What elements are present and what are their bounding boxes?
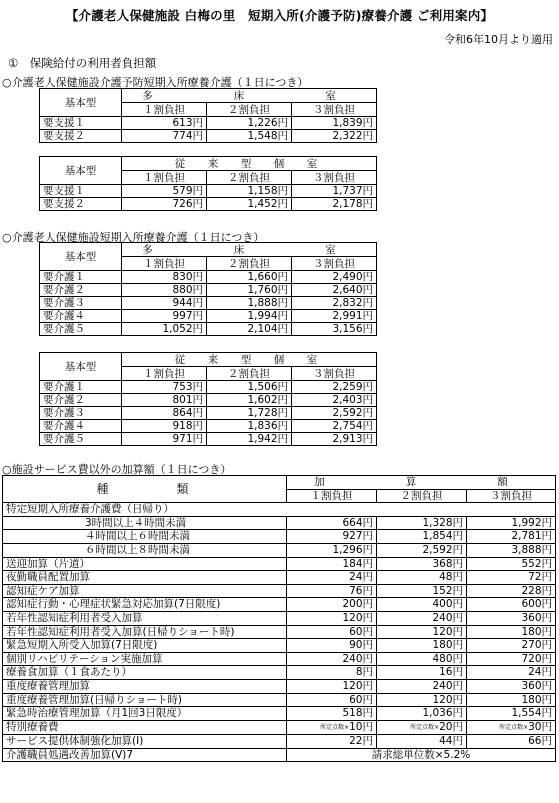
header-1wari: １割負担	[122, 171, 207, 185]
cell-2wari: 1,506円	[207, 381, 292, 394]
cell-3wari: 2,640円	[292, 284, 377, 297]
cell-1wari: 8円	[287, 666, 377, 680]
table-row	[3, 598, 556, 612]
cell-3wari: 2,178円	[292, 198, 377, 211]
row-label: ４時間以上６時間未満	[3, 530, 287, 544]
cell-2wari: 1,226円	[207, 117, 292, 130]
cell-1wari: 997円	[122, 310, 207, 323]
table-row	[3, 652, 556, 666]
section-heading: ① 保険給付の利用者負担額	[8, 56, 157, 70]
cell-3wari: 2,403円	[292, 394, 377, 407]
table-preventive-private	[39, 156, 377, 211]
cell-2wari: 1,036円	[377, 707, 467, 721]
cell-3wari: 2,259円	[292, 381, 377, 394]
table-row	[40, 271, 377, 284]
cell-2wari: 120円	[377, 625, 467, 639]
cell-2wari: 1,660円	[207, 271, 292, 284]
header-3wari: ３割負担	[292, 367, 377, 381]
cell-3wari: 66円	[467, 735, 556, 749]
table-row	[40, 323, 377, 336]
header-1wari: １割負担	[122, 257, 207, 271]
cell-3wari: 600円	[467, 598, 556, 612]
cell-3wari: 2,913円	[292, 433, 377, 446]
row-label: 要支援２	[40, 130, 122, 143]
row-label: 認知症ケア加算	[3, 584, 287, 598]
caption-preventive: ○介護老人保健施設介護予防短期入所療養介護（１日につき）	[2, 76, 309, 89]
cell-3wari: 3,888円	[467, 543, 556, 557]
cell-2wari: 1,548円	[207, 130, 292, 143]
table-row	[3, 735, 556, 749]
cell-1wari: 24円	[287, 571, 377, 585]
table-row	[40, 297, 377, 310]
table-row	[3, 625, 556, 639]
cell-3wari: 360円	[467, 611, 556, 625]
cell-1wari: 518円	[287, 707, 377, 721]
table-row	[40, 310, 377, 323]
row-label: 要支援１	[40, 185, 122, 198]
header-2wari: ２割負担	[207, 103, 292, 117]
row-label: ６時間以上８時間未満	[3, 543, 287, 557]
group-day-trip: 特定短期入所療養介護費（日帰り）	[3, 503, 556, 517]
cell-1wari: 22円	[287, 735, 377, 749]
caption-short-stay: ○介護老人保健施設短期入所療養介護（１日につき）	[2, 231, 265, 244]
header-basic: 基本型	[40, 243, 122, 271]
cell-3wari: 2,754円	[292, 420, 377, 433]
cell-3wari: 180円	[467, 693, 556, 707]
row-label: 要介護２	[40, 394, 122, 407]
table-row	[40, 420, 377, 433]
cell-2wari: 1,942円	[207, 433, 292, 446]
header-1wari: １割負担	[122, 103, 207, 117]
header-1wari: １割負担	[287, 489, 377, 503]
table-row	[3, 679, 556, 693]
cell-1wari: 120円	[287, 611, 377, 625]
table-row	[3, 557, 556, 571]
header-1wari: １割負担	[122, 367, 207, 381]
cell-3wari: 2,322円	[292, 130, 377, 143]
table-row	[3, 707, 556, 721]
row-label: 若年性認知症利用者受入加算(日帰りショート時)	[3, 625, 287, 639]
header-3wari: ３割負担	[292, 257, 377, 271]
cell-2wari: 44円	[377, 735, 467, 749]
cell-1wari: 184円	[287, 557, 377, 571]
row-label: 要介護３	[40, 407, 122, 420]
cell-3wari: 180円	[467, 625, 556, 639]
row-label: 認知症行動・心理症状緊急対応加算(7日限度)	[3, 598, 287, 612]
table-row	[3, 516, 556, 530]
row-label: サービス提供体制強化加算(Ⅰ)	[3, 735, 287, 749]
cell-2wari: 480円	[377, 652, 467, 666]
table-preventive-multi-bed	[39, 88, 377, 143]
header-2wari: ２割負担	[207, 367, 292, 381]
cell-3wari: 2,490円	[292, 271, 377, 284]
cell-2wari: 1,836円	[207, 420, 292, 433]
cell-value: 30円	[528, 720, 552, 733]
row-label: 療養食加算（１食あたり）	[3, 666, 287, 680]
table-row	[40, 381, 377, 394]
row-label: 特別療養費	[3, 720, 287, 735]
cell-2wari: 1,888円	[207, 297, 292, 310]
cell-1wari: 664円	[287, 516, 377, 530]
row-label: 重度療養管理加算	[3, 679, 287, 693]
cell-3wari: 2,781円	[467, 530, 556, 544]
page-title: 【介護老人保健施設 白梅の里 短期入所(介護予防)療養介護 ご利用案内】	[65, 8, 494, 23]
cell-2wari: 1,728円	[207, 407, 292, 420]
cell-2wari: 400円	[377, 598, 467, 612]
header-kind: 種 類	[3, 476, 287, 503]
caption-additional: ○施設サービス費以外の加算額（１日につき）	[2, 463, 232, 476]
cell-2wari: 240円	[377, 611, 467, 625]
table-row	[3, 639, 556, 653]
cell-1wari: 726円	[122, 198, 207, 211]
header-3wari: ３割負担	[292, 103, 377, 117]
row-label: 介護職員処遇改善加算(Ⅴ)7	[3, 748, 287, 762]
table-care-private	[39, 352, 377, 446]
table-row	[3, 530, 556, 544]
cell-3wari: 228円	[467, 584, 556, 598]
table-row	[40, 433, 377, 446]
cell-2wari: 1,328円	[377, 516, 467, 530]
cell-3wari: 2,592円	[292, 407, 377, 420]
header-multi-bed: 多 床 室	[122, 243, 377, 257]
cell-1wari: 200円	[287, 598, 377, 612]
cell-2wari: 1,602円	[207, 394, 292, 407]
cell-2wari: 16円	[377, 666, 467, 680]
cell-1wari: 240円	[287, 652, 377, 666]
cell-1wari: 613円	[122, 117, 207, 130]
cell-2wari: 368円	[377, 557, 467, 571]
table-row	[3, 748, 556, 762]
cell-value: 20円	[439, 720, 463, 733]
cell-3wari: 3,156円	[292, 323, 377, 336]
cell-3wari: 720円	[467, 652, 556, 666]
effective-date: 令和6年10月より適用	[444, 33, 553, 46]
cell-3wari: 1,992円	[467, 516, 556, 530]
table-row	[40, 130, 377, 143]
cell-1wari: 801円	[122, 394, 207, 407]
table-row	[40, 198, 377, 211]
unit-label: 所定点数×	[499, 723, 529, 731]
row-label: 3時間以上４時間未満	[3, 516, 287, 530]
table-row	[40, 185, 377, 198]
header-basic: 基本型	[40, 353, 122, 381]
header-kasan: 加 算 額	[287, 476, 556, 490]
cell-3wari: 552円	[467, 557, 556, 571]
cell-1wari	[287, 720, 377, 735]
row-label: 要支援２	[40, 198, 122, 211]
cell-1wari: 579円	[122, 185, 207, 198]
cell-1wari: 971円	[122, 433, 207, 446]
row-label: 要介護５	[40, 433, 122, 446]
cell-1wari: 864円	[122, 407, 207, 420]
cell-1wari: 60円	[287, 693, 377, 707]
cell-value: 10円	[349, 720, 373, 733]
table-row	[3, 693, 556, 707]
cell-1wari: 880円	[122, 284, 207, 297]
row-label: 重度療養管理加算(日帰りショート時)	[3, 693, 287, 707]
table-row	[40, 407, 377, 420]
cell-3wari: 1,737円	[292, 185, 377, 198]
header-3wari: ３割負担	[292, 171, 377, 185]
cell-3wari: 2,991円	[292, 310, 377, 323]
cell-2wari: 1,854円	[377, 530, 467, 544]
table-row	[40, 394, 377, 407]
cell-2wari	[377, 720, 467, 735]
row-label: 要介護４	[40, 420, 122, 433]
cell-3wari: 2,832円	[292, 297, 377, 310]
row-label: 緊急時治療管理加算（月1回3日限度）	[3, 707, 287, 721]
table-row	[3, 611, 556, 625]
cell-1wari: 944円	[122, 297, 207, 310]
cell-3wari: 360円	[467, 679, 556, 693]
header-private-room: 従 来 型 個 室	[122, 353, 377, 367]
unit-label: 所定点数×	[410, 723, 440, 731]
table-care-multi-bed	[39, 242, 377, 336]
cell-1wari: 774円	[122, 130, 207, 143]
cell-3wari	[467, 720, 556, 735]
cell-1wari: 918円	[122, 420, 207, 433]
cell-2wari: 1,452円	[207, 198, 292, 211]
cell-1wari: 830円	[122, 271, 207, 284]
row-label: 送迎加算（片道）	[3, 557, 287, 571]
cell-1wari: 76円	[287, 584, 377, 598]
cell-2wari: 152円	[377, 584, 467, 598]
header-2wari: ２割負担	[377, 489, 467, 503]
row-label: 個別リハビリテーション実施加算	[3, 652, 287, 666]
row-label: 要介護１	[40, 381, 122, 394]
cell-1wari: 753円	[122, 381, 207, 394]
cell-1wari: 60円	[287, 625, 377, 639]
row-label: 要支援１	[40, 117, 122, 130]
cell-3wari: 1,839円	[292, 117, 377, 130]
table-row	[3, 666, 556, 680]
table-row	[3, 543, 556, 557]
cell-1wari: 927円	[287, 530, 377, 544]
cell-3wari: 270円	[467, 639, 556, 653]
row-label: 要介護１	[40, 271, 122, 284]
cell-2wari: 120円	[377, 693, 467, 707]
row-label: 夜勤職員配置加算	[3, 571, 287, 585]
cell-2wari: 180円	[377, 639, 467, 653]
cell-2wari: 240円	[377, 679, 467, 693]
cell-total-rate: 請求総単位数×5.2%	[287, 748, 556, 762]
cell-2wari: 48円	[377, 571, 467, 585]
header-3wari: ３割負担	[467, 489, 556, 503]
header-multi-bed: 多 床 室	[122, 89, 377, 103]
row-label: 要介護４	[40, 310, 122, 323]
row-label: 緊急短期入所受入加算(7日限度)	[3, 639, 287, 653]
row-label: 若年性認知症利用者受入加算	[3, 611, 287, 625]
cell-2wari: 1,760円	[207, 284, 292, 297]
header-basic: 基本型	[40, 157, 122, 185]
header-private-room: 従 来 型 個 室	[122, 157, 377, 171]
cell-3wari: 24円	[467, 666, 556, 680]
row-label: 要介護５	[40, 323, 122, 336]
header-2wari: ２割負担	[207, 171, 292, 185]
cell-2wari: 1,994円	[207, 310, 292, 323]
cell-1wari: 1,296円	[287, 543, 377, 557]
cell-2wari: 2,104円	[207, 323, 292, 336]
table-row	[3, 584, 556, 598]
cell-1wari: 1,052円	[122, 323, 207, 336]
cell-1wari: 90円	[287, 639, 377, 653]
cell-3wari: 72円	[467, 571, 556, 585]
header-basic: 基本型	[40, 89, 122, 117]
table-additional-fees	[2, 475, 556, 762]
table-row	[3, 720, 556, 735]
header-2wari: ２割負担	[207, 257, 292, 271]
cell-1wari: 120円	[287, 679, 377, 693]
table-row	[3, 571, 556, 585]
cell-2wari: 1,158円	[207, 185, 292, 198]
row-label: 要介護３	[40, 297, 122, 310]
table-row	[40, 117, 377, 130]
cell-3wari: 1,554円	[467, 707, 556, 721]
cell-2wari: 2,592円	[377, 543, 467, 557]
unit-label: 所定点数×	[320, 723, 350, 731]
row-label: 要介護２	[40, 284, 122, 297]
table-row	[40, 284, 377, 297]
